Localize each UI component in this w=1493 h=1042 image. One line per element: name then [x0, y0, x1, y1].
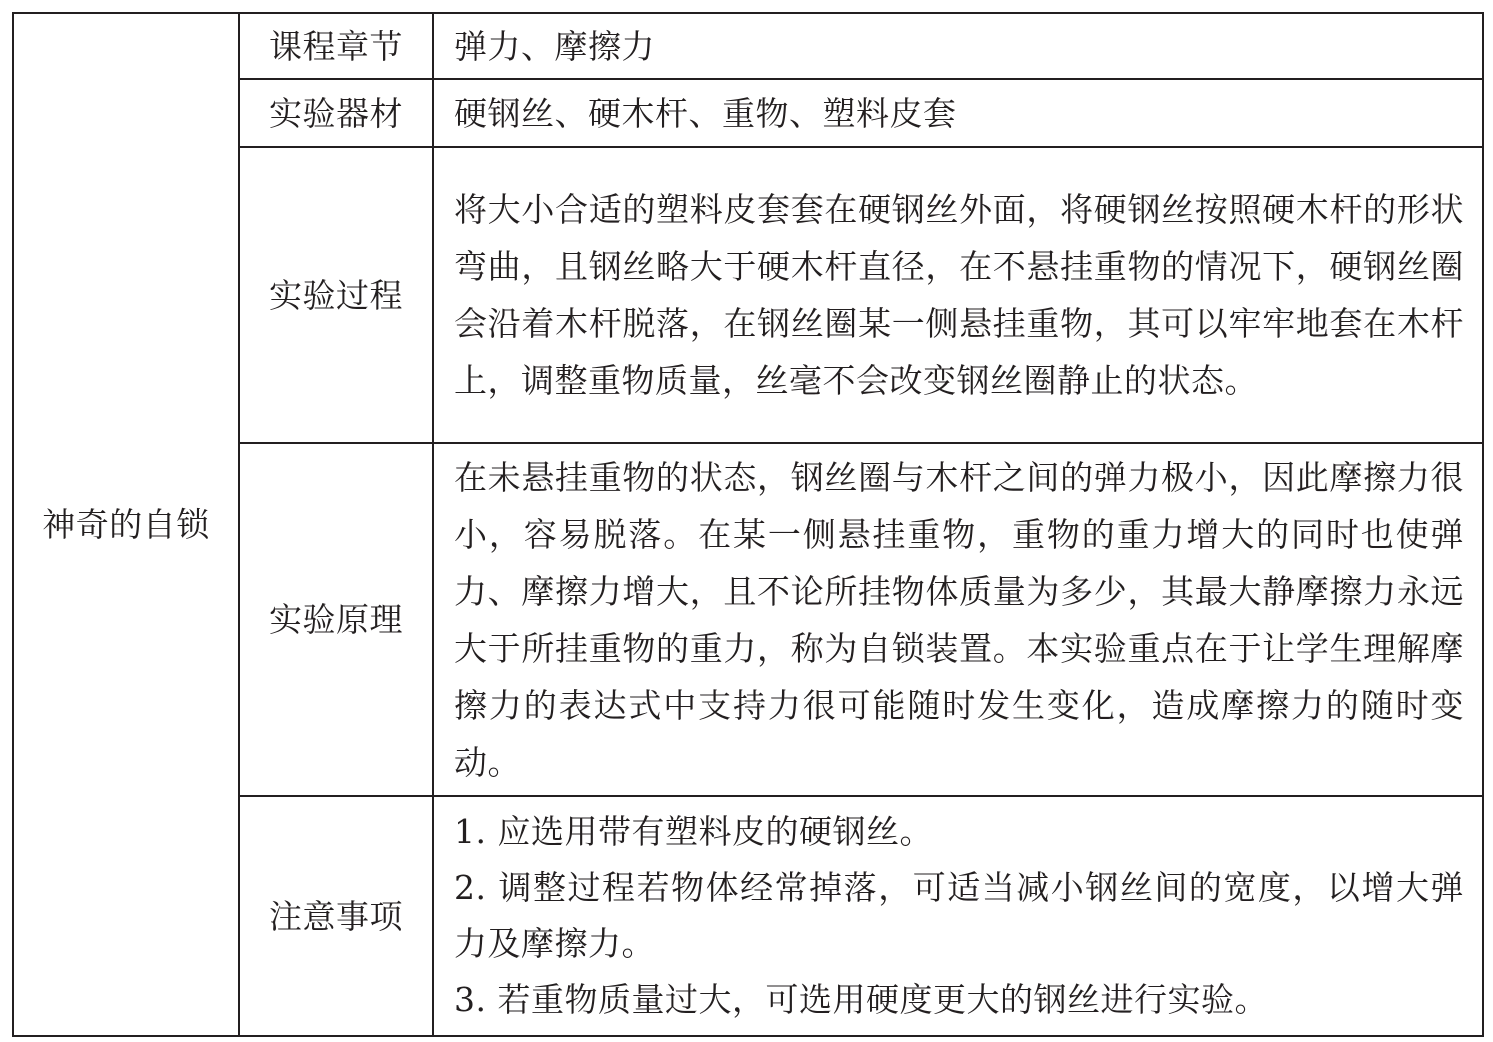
label-equipment: 实验器材 — [239, 79, 433, 147]
content-course-chapter: 弹力、摩擦力 — [433, 13, 1483, 79]
content-equipment: 硬钢丝、硬木杆、重物、塑料皮套 — [433, 79, 1483, 147]
row-course-chapter — [13, 13, 1483, 79]
note-item-3: 3. 若重物质量过大，可选用硬度更大的钢丝进行实验。 — [454, 980, 1268, 1019]
note-item-1: 1. 应选用带有塑料皮的硬钢丝。 — [454, 812, 933, 851]
experiment-sheet — [12, 12, 1484, 1032]
label-process: 实验过程 — [239, 147, 433, 443]
experiment-title: 神奇的自锁 — [13, 13, 239, 1036]
label-notes: 注意事项 — [239, 796, 433, 1036]
experiment-table — [12, 12, 1484, 1037]
note-item-2: 2. 调整过程若物体经常掉落，可适当减小钢丝间的宽度，以增大弹力及摩擦力。 — [454, 868, 1464, 963]
label-principle: 实验原理 — [239, 443, 433, 796]
content-principle: 在未悬挂重物的状态，钢丝圈与木杆之间的弹力极小，因此摩擦力很小，容易脱落。在某一侧悬挂重物，重物的重力增大的同时也使弹力、摩擦力增大，且不论所挂物体质量为多少，其最大静摩擦力永远大于所挂重物的重力，称为自锁装置。本实验重点在于让学生理解摩擦力的表达式中支持力很可能随时发生变化，造成摩擦力的随时变动。 — [433, 443, 1483, 796]
content-process: 将大小合适的塑料皮套套在硬钢丝外面，将硬钢丝按照硬木杆的形状弯曲，且钢丝略大于硬木杆直径，在不悬挂重物的情况下，硬钢丝圈会沿着木杆脱落，在钢丝圈某一侧悬挂重物，其可以牢牢地套在木杆上，调整重物质量，丝毫不会改变钢丝圈静止的状态。 — [433, 147, 1483, 443]
content-notes — [433, 796, 1483, 1036]
label-course-chapter: 课程章节 — [239, 13, 433, 79]
